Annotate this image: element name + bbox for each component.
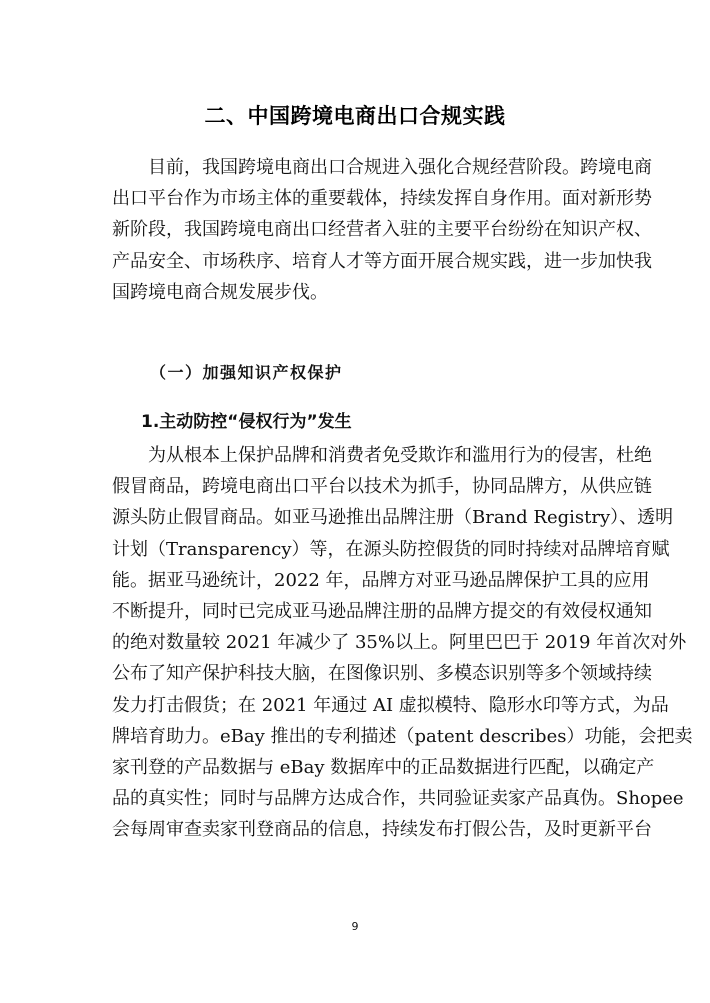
text-line: 品的真实性；同时与品牌方达成合作，共同验证卖家产品真伪。Shopee [112,788,684,810]
text-line: 假冒商品，跨境电商出口平台以技术为抓手，协同品牌方，从供应链 [112,476,652,498]
text-line: 公布了知产保护科技大脑，在图像识别、多模态识别等多个领域持续 [112,663,652,685]
text-line: 能。据亚马逊统计，2022 年，品牌方对亚马逊品牌保护工具的应用 [112,569,650,591]
text-line: 目前，我国跨境电商出口合规进入强化合规经营阶段。跨境电商 [148,157,652,178]
text-line: 会每周审查卖家刊登商品的信息，持续发布打假公告，及时更新平台 [112,819,652,841]
section-heading: （一）加强知识产权保护 [150,363,343,382]
text-line: 家刊登的产品数据与 eBay 数据库中的正品数据进行匹配，以确定产 [112,756,655,778]
text-line: 源头防止假冒商品。如亚马逊推出品牌注册（Brand Registry）、透明 [112,507,674,529]
text-line: 计划（Transparency）等，在源头防控假货的同时持续对品牌培育赋 [112,538,670,560]
text-line: 发力打击假货；在 2021 年通过 AI 虚拟模特、隐形水印等方式，为品 [112,694,669,716]
text-line: 牌培育助力。eBay 推出的专利描述（patent describes）功能，会把卖 [112,725,693,747]
intro-paragraph [112,152,652,308]
page-number: 9 [351,920,359,933]
text-line: 国跨境电商合规发展步伐。 [112,281,328,303]
text-line: 不断提升，同时已完成亚马逊品牌注册的品牌方提交的有效侵权通知 [112,600,652,622]
text-line: 为从根本上保护品牌和消费者免受欺诈和滥用行为的侵害，杜绝 [148,445,652,466]
text-line: 的绝对数量较 2021 年减少了 35%以上。阿里巴巴于 2019 年首次对外 [112,632,687,654]
text-line: 新阶段，我国跨境电商出口经营者入驻的主要平台纷纷在知识产权、 [112,219,652,241]
body-paragraph [112,440,693,845]
page-title: 二、中国跨境电商出口合规实践 [204,104,506,128]
subsection-heading: 1.主动防控“侵权行为”发生 [141,412,352,432]
text-line: 出口平台作为市场主体的重要载体，持续发挥自身作用。面对新形势 [112,188,652,210]
text-line: 产品安全、市场秩序、培育人才等方面开展合规实践，进一步加快我 [112,250,652,272]
